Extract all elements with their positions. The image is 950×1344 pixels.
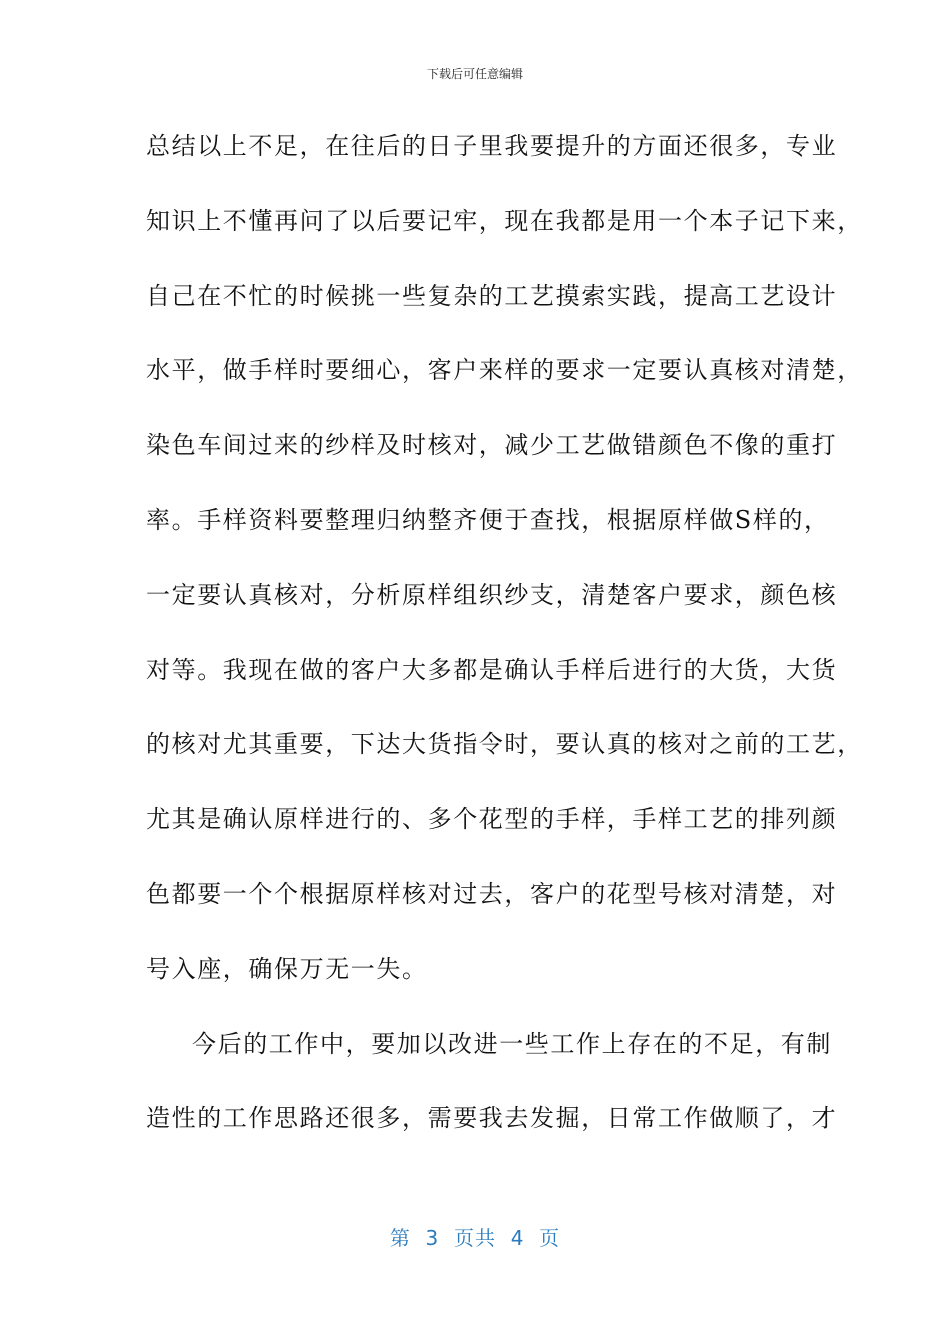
- body-line: 率。手样资料要整理归纳整齐便于查找，根据原样做S样的，: [146, 505, 830, 534]
- page-header-note: 下载后可任意编辑: [426, 67, 523, 81]
- body-line-paragraph-start: 今后的工作中，要加以改进一些工作上存在的不足，有制: [192, 1029, 832, 1058]
- body-line: 尤其是确认原样进行的、多个花型的手样，手样工艺的排列颜: [146, 805, 838, 834]
- body-line: 号入座，确保万无一失。: [146, 954, 428, 983]
- page-number-footer: 第 3 页共 4 页: [389, 1226, 561, 1250]
- body-line: 一定要认真核对，分析原样组织纱支，清楚客户要求，颜色核: [146, 580, 838, 609]
- body-line: 的核对尤其重要，下达大货指令时，要认真的核对之前的工艺，: [146, 730, 863, 759]
- body-line: 水平，做手样时要细心，客户来样的要求一定要认真核对清楚，: [146, 356, 863, 385]
- body-line: 知识上不懂再问了以后要记牢，现在我都是用一个本子记下来，: [146, 206, 863, 235]
- body-line: 造性的工作思路还很多，需要我去发掘，日常工作做顺了，才: [146, 1104, 838, 1133]
- body-line: 对等。我现在做的客户大多都是确认手样后进行的大货，大货: [146, 655, 838, 684]
- body-line: 自己在不忙的时候挑一些复杂的工艺摸索实践，提高工艺设计: [146, 281, 838, 310]
- body-line: 总结以上不足，在往后的日子里我要提升的方面还很多，专业: [146, 132, 838, 160]
- body-line: 色都要一个个根据原样核对过去，客户的花型号核对清楚，对: [146, 879, 838, 908]
- body-line: 染色车间过来的纱样及时核对，减少工艺做错颜色不像的重打: [146, 431, 838, 460]
- document-body: [146, 122, 863, 1169]
